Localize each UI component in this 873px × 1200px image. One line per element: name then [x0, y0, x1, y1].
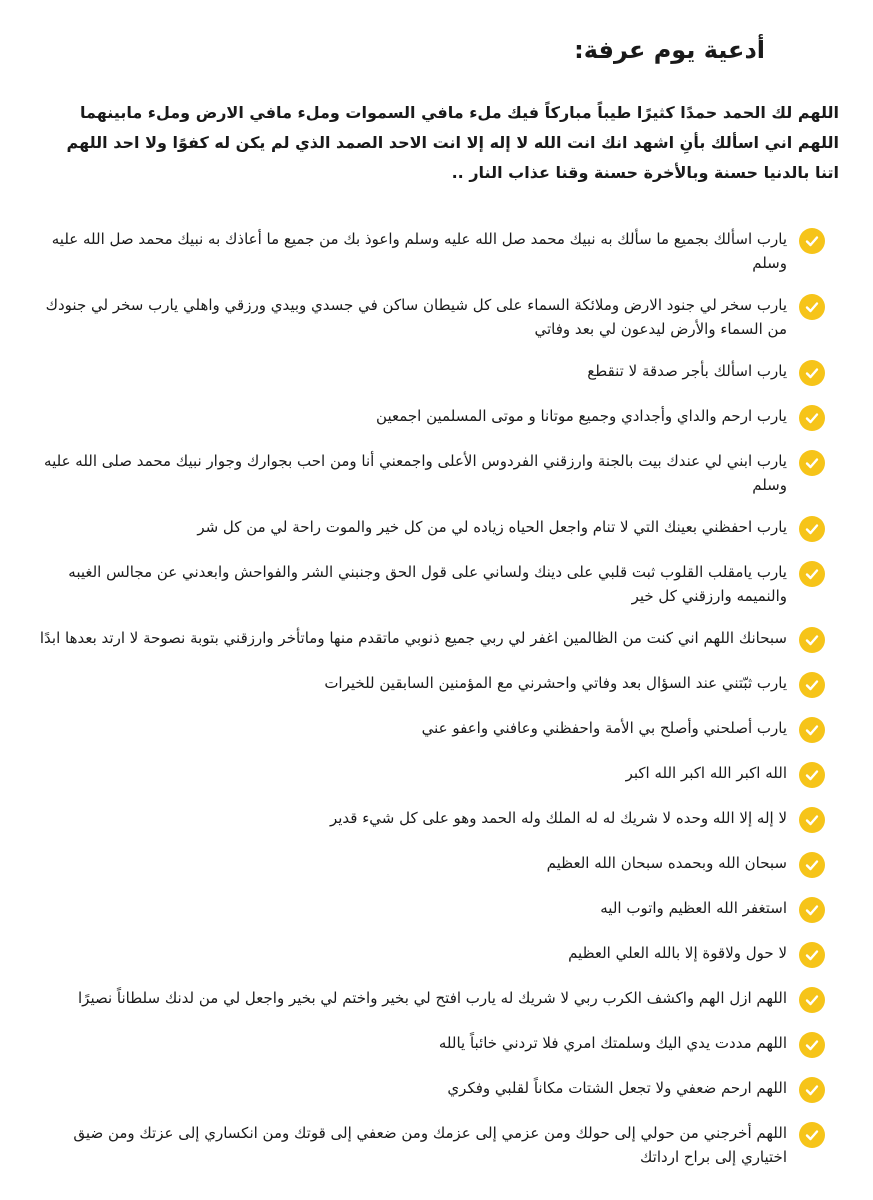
checkmark-icon [799, 672, 825, 698]
dua-list [35, 222, 825, 1182]
checkmark-icon [799, 405, 825, 431]
checkmark-icon [799, 762, 825, 788]
list-item [35, 510, 825, 542]
list-item [35, 846, 825, 878]
checkmark-icon [799, 450, 825, 476]
list-item [35, 936, 825, 968]
list-item [35, 1026, 825, 1058]
list-item-text: اللهم مددت يدي اليك وسلمتك امري فلا تردني خائباً يالله [438, 1034, 787, 1052]
page-title: أدعية يوم عرفة: [574, 36, 765, 64]
checkmark-icon [799, 942, 825, 968]
checkmark-icon [799, 987, 825, 1013]
checkmark-icon [799, 627, 825, 653]
list-item-text: الله اكبر الله اكبر الله اكبر [625, 764, 787, 782]
checkmark-icon [799, 897, 825, 923]
list-item-text: سبحان الله وبحمده سبحان الله العظيم [546, 854, 787, 872]
list-item [35, 1071, 825, 1103]
checkmark-icon [799, 561, 825, 587]
list-item [35, 756, 825, 788]
list-item-text: يارب سخر لي جنود الارض وملائكة السماء على كل شيطان ساكن في جسدي وبيدي ورزقي واهلي يارب سخر لي جنودك من السماء والأرض ليدعون لي بعد وفاتي [45, 296, 787, 338]
checkmark-icon [799, 717, 825, 743]
checkmark-icon [799, 228, 825, 254]
list-item-text: يارب اسألك بجميع ما سألك به نبيك محمد صل الله عليه وسلم واعوذ بك من جميع ما أعاذك به نبيك محمد صل الله عليه وسلم [51, 230, 787, 272]
list-item-text: يارب يامقلب القلوب ثبت قلبي على دينك ولساني على قول الحق وجنبني الشر والفواحش وابعدني عن مجالس الغيبه والنميمه وارزقني كل خير [68, 563, 787, 605]
checkmark-icon [799, 852, 825, 878]
list-item [35, 555, 825, 608]
list-item [35, 891, 825, 923]
list-item-text: سبحانك اللهم اني كنت من الظالمين اغفر لي ربي جميع ذنوبي ماتقدم منها وماتأخر وارزقني بتوبة نصوحة لا ارتد بعدها ابدًا [39, 629, 787, 647]
list-item-text: يارب اسألك بأجر صدقة لا تنقطع [587, 362, 787, 380]
checkmark-icon [799, 360, 825, 386]
list-item-text: اللهم ارحم ضعفي ولا تجعل الشتات مكاناً لقلبي وفكري [447, 1079, 787, 1097]
list-item [35, 222, 825, 275]
list-item [35, 399, 825, 431]
list-item-text: يارب احفظني بعينك التي لا تنام واجعل الحياه زياده لي من كل خير والموت راحة لي من كل شر [197, 518, 787, 536]
list-item [35, 801, 825, 833]
list-item [35, 621, 825, 653]
list-item-text: اللهم أخرجني من حولي إلى حولك ومن عزمي إلى عزمك ومن ضعفي إلى قوتك ومن انكساري إلى عزتك ومن ضيق اختياري إلى براح ارداتك [73, 1124, 787, 1166]
checkmark-icon [799, 294, 825, 320]
list-item [35, 288, 825, 341]
checkmark-icon [799, 516, 825, 542]
list-item-text: يارب ثبّتني عند السؤال بعد وفاتي واحشرني مع المؤمنين السابقين للخيرات [324, 674, 787, 692]
list-item-text: اللهم ازل الهم واكشف الكرب ربي لا شريك له يارب افتح لي بخير واختم لي بخير واجعل لي من لدنك سلطاناً نصيرًا [78, 989, 787, 1007]
list-item [35, 1116, 825, 1169]
list-item-text: لا حول ولاقوة إلا بالله العلي العظيم [568, 944, 787, 962]
list-item-text: لا إله إلا الله وحده لا شريك له له الملك وله الحمد وهو على كل شيء قدير [329, 809, 787, 827]
checkmark-icon [799, 1032, 825, 1058]
intro-paragraph: اللهم لك الحمد حمدًا كثيرًا طيباً مباركاً فيك ملء مافي السموات وملء مافي الارض وملء مابينهما اللهم اني اسألك بأنِ اشهد انك انت الله لا إله إلا انت الاحد الصمد الذي لم يكن له كفوًا ولا احد اللهم اتنا بالدنيا حسنة وبالأخرة حسنة وقنا عذاب النار .. [66, 103, 839, 182]
list-item [35, 981, 825, 1013]
list-item [35, 666, 825, 698]
list-item [35, 711, 825, 743]
list-item [35, 444, 825, 497]
list-item-text: يارب أصلحني وأصلح بي الأمة واحفظني وعافني واعفو عني [421, 719, 787, 737]
list-item-text: يارب ابني لي عندك بيت بالجنة وارزقني الفردوس الأعلى واجمعني أنا ومن احب بجوارك وجوار نبيك محمد صلى الله عليه وسلم [44, 452, 787, 494]
list-item [35, 354, 825, 386]
list-item-text: استغفر الله العظيم واتوب اليه [600, 899, 787, 917]
checkmark-icon [799, 1077, 825, 1103]
list-item-text: يارب ارحم والداي وأجدادي وجميع موتانا و موتى المسلمين اجمعين [376, 407, 787, 425]
checkmark-icon [799, 807, 825, 833]
checkmark-icon [799, 1122, 825, 1148]
